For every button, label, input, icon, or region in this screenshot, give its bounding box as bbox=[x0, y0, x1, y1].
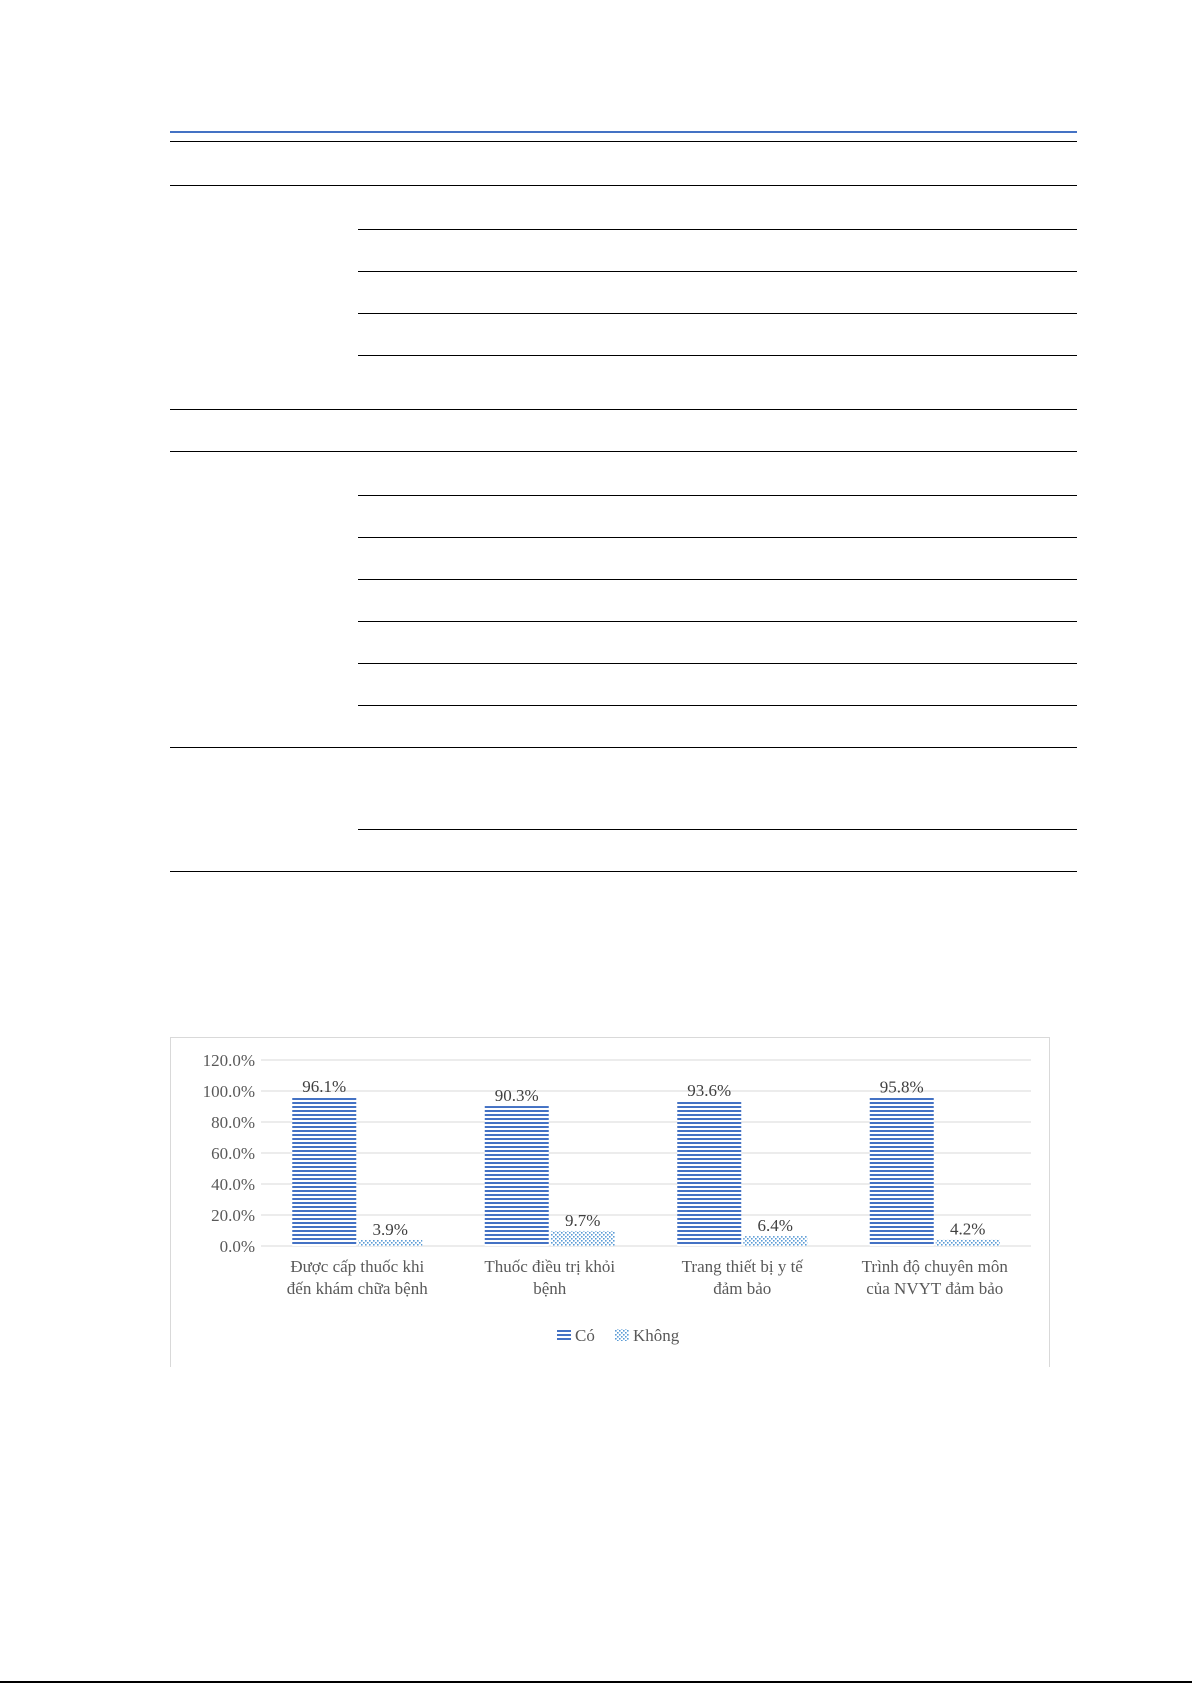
legend-swatch bbox=[557, 1329, 571, 1341]
bar-chart bbox=[171, 1038, 1051, 1368]
data-label: 95.8% bbox=[879, 1077, 924, 1097]
y-tick-label: 80.0% bbox=[211, 1113, 255, 1132]
legend bbox=[557, 1326, 680, 1345]
x-category-label: đến khám chữa bệnh bbox=[286, 1279, 428, 1298]
bar-co bbox=[292, 1097, 356, 1246]
bar-co bbox=[485, 1106, 549, 1246]
legend-label: Có bbox=[575, 1326, 595, 1345]
x-category-label: Thuốc điều trị khỏi bbox=[484, 1257, 616, 1276]
y-tick-label: 0.0% bbox=[219, 1237, 255, 1256]
table-rule bbox=[170, 747, 1077, 748]
bar-khong bbox=[936, 1239, 1000, 1246]
table-rule bbox=[358, 705, 1077, 706]
table-rule bbox=[358, 229, 1077, 230]
y-tick-label: 60.0% bbox=[211, 1144, 255, 1163]
y-tick-label: 120.0% bbox=[202, 1051, 255, 1070]
x-category-label: bệnh bbox=[533, 1279, 567, 1298]
data-label: 96.1% bbox=[302, 1077, 347, 1097]
table-rule bbox=[358, 271, 1077, 272]
data-label: 6.4% bbox=[757, 1216, 793, 1236]
y-tick-label: 100.0% bbox=[202, 1082, 255, 1101]
table-rule bbox=[358, 537, 1077, 538]
table-rule bbox=[170, 141, 1077, 142]
table-rule bbox=[358, 621, 1077, 622]
x-category-label: Trình độ chuyên môn bbox=[861, 1257, 1008, 1276]
data-label: 9.7% bbox=[565, 1210, 601, 1230]
page-bottom-rule bbox=[0, 1681, 1192, 1683]
table-rule bbox=[358, 495, 1077, 496]
x-category-label: Trang thiết bị y tế bbox=[681, 1257, 803, 1276]
table-rule bbox=[358, 313, 1077, 314]
table-rule bbox=[170, 451, 1077, 452]
table-rule bbox=[170, 185, 1077, 186]
table-rule bbox=[170, 409, 1077, 410]
y-tick-label: 20.0% bbox=[211, 1206, 255, 1225]
legend-label: Không bbox=[633, 1326, 680, 1345]
bar-khong bbox=[358, 1240, 422, 1246]
data-label: 90.3% bbox=[494, 1086, 539, 1106]
legend-swatch bbox=[615, 1329, 629, 1341]
y-tick-label: 40.0% bbox=[211, 1175, 255, 1194]
x-category-label: Được cấp thuốc khi bbox=[290, 1257, 425, 1276]
data-label: 93.6% bbox=[687, 1080, 732, 1100]
chart-frame bbox=[170, 1037, 1050, 1367]
x-category-label: của NVYT đảm bảo bbox=[866, 1279, 1004, 1298]
header-rule bbox=[170, 131, 1077, 133]
table-rule bbox=[358, 663, 1077, 664]
bar-khong bbox=[743, 1236, 807, 1246]
table-rule bbox=[358, 829, 1077, 830]
bar-co bbox=[677, 1101, 741, 1246]
data-label: 3.9% bbox=[372, 1219, 408, 1239]
table-rule bbox=[358, 579, 1077, 580]
table-rule bbox=[170, 871, 1077, 872]
x-category-label: đảm bảo bbox=[713, 1279, 772, 1298]
table-rule bbox=[358, 355, 1077, 356]
data-label: 4.2% bbox=[950, 1219, 986, 1239]
bar-khong bbox=[551, 1231, 615, 1246]
bar-co bbox=[870, 1098, 934, 1246]
